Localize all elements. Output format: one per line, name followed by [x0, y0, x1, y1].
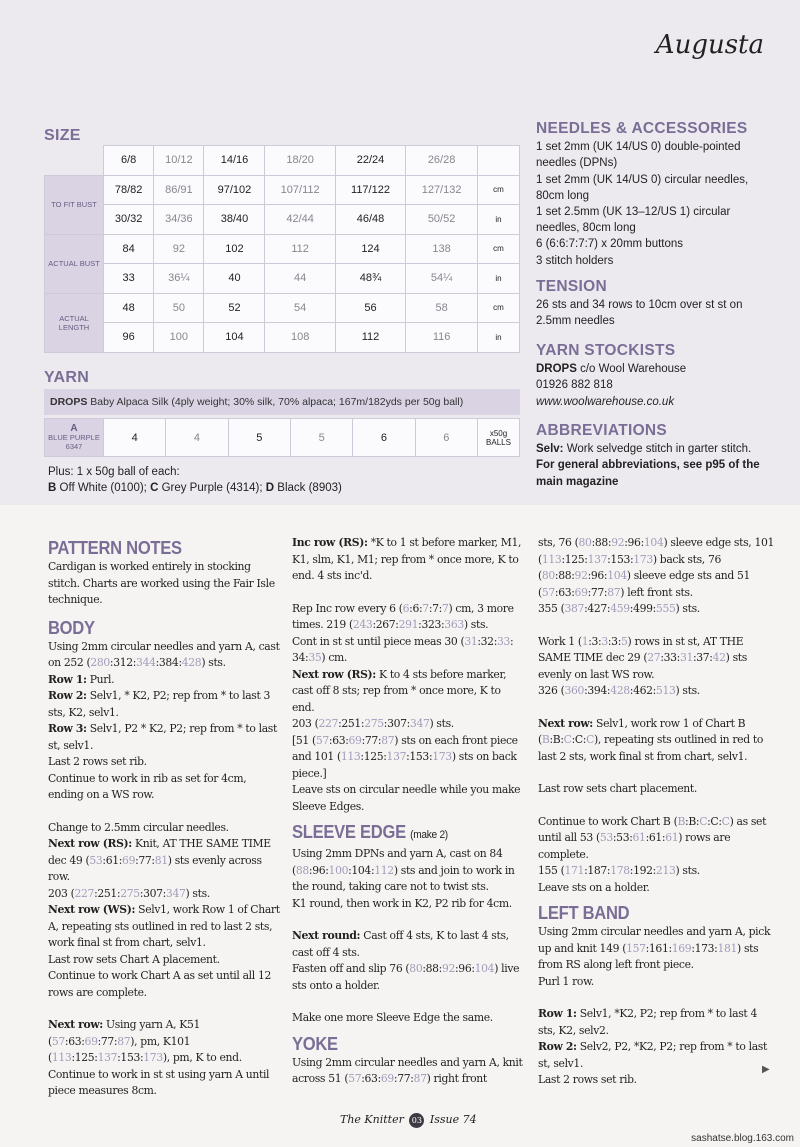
- colour-name: BLUE PURPLE: [48, 433, 100, 442]
- section-heading: PATTERN NOTES: [48, 538, 182, 558]
- table-cell: 48¾: [335, 264, 405, 294]
- yarn-brand: DROPS: [50, 396, 88, 408]
- unit-cell: cm: [478, 234, 520, 264]
- table-cell: 30/32: [104, 205, 154, 235]
- column-2: [292, 535, 526, 1088]
- paragraph: sts, 76 (80:88:92:96:104) sleeve edge sts, 101 (113:125:137:153:173) back sts, 76 (80:88:92:96:104) sleeve edge sts and 51 (57:63:69:77:87) left front sts. 355 (387:427:459:499:555) sts.: [538, 536, 775, 615]
- paragraph: Next row: Using yarn A, K51 (57:63:69:77:87), pm, K101 (113:125:137:153:173), pm, K to end. Continue to work in st st using yarn A until piece measures 8cm.: [48, 1018, 270, 1097]
- needle-item: 1 set 2.5mm (UK 13–12/US 1) circular needles, 80cm long: [536, 206, 731, 235]
- table-cell: 92: [154, 234, 204, 264]
- table-cell: 138: [406, 234, 478, 264]
- table-cell: 5: [290, 419, 352, 457]
- size-table: [44, 145, 520, 353]
- section-heading: LEFT BAND: [538, 903, 630, 923]
- column-1: [48, 535, 280, 1100]
- unit-cell: cm: [478, 293, 520, 323]
- table-cell: 6: [415, 419, 477, 457]
- table-cell: 86/91: [154, 175, 204, 205]
- row-label: ACTUAL LENGTH: [45, 293, 104, 352]
- paragraph: Make one more Sleeve Edge the same.: [292, 1011, 493, 1024]
- paragraph: Last row sets chart placement.: [538, 782, 697, 795]
- yarn-heading: YARN: [44, 369, 90, 386]
- table-cell: 50/52: [406, 205, 478, 235]
- section-heading: BODY: [48, 617, 95, 638]
- table-cell: 96: [104, 323, 154, 353]
- table-cell: 5: [228, 419, 290, 457]
- table-cell: 54¼: [406, 264, 478, 294]
- stockist-website[interactable]: www.woolwarehouse.co.uk: [536, 395, 675, 408]
- table-cell: 34/36: [154, 205, 204, 235]
- paragraph: Using 2mm DPNs and yarn A, cast on 84 (88:96:100:104:112) sts and join to work in the round, taking care not to twist sts. K1 round, then work in K2, P2 rib for 4cm.: [292, 847, 515, 910]
- continue-arrow-icon: ▶: [762, 1064, 770, 1075]
- paragraph: Using 2mm circular needles and yarn A, cast on 252 (280:312:344:384:428) sts. Row 1: Purl. Row 2: Selv1, * K2, P2; rep from * to last 3 sts, K2, selv1. Row 3: Selv1, P2 * K2, P2; rep from * to last st, selv1. Last 2 rows set rib. Continue to work in rib as set for 4cm, ending on a WS row.: [48, 639, 280, 801]
- table-cell: 36¼: [154, 264, 204, 294]
- table-cell: 56: [335, 293, 405, 323]
- table-cell: 107/112: [265, 175, 335, 205]
- needles-heading: NEEDLES & ACCESSORIES: [536, 120, 748, 137]
- colour-text: Black (8903): [274, 482, 342, 494]
- size-cell: 22/24: [335, 146, 405, 176]
- page-footer: [340, 1113, 477, 1128]
- paragraph: Work 1 (1:3:3:3:5) rows in st st, AT THE SAME TIME dec 29 (27:33:31:37:42) sts evenly on last WS row. 326 (360:394:428:462:513) sts.: [538, 634, 747, 697]
- paragraph: Rep Inc row every 6 (6:6:7:7:7) cm, 3 more times. 219 (243:267:291:323:363) sts. Cont in st st until piece meas 30 (31:32:33: 34:35) cm. Next row (RS): K to 4 sts before marker, cast off 8 sts; rep from * once more, K to end. 203 (227:251:275:307:347) sts. [51 (57:63:69:77:87) sts on each front piece and 101 (113:125:137:153:173) sts on back piece.] Leave sts on circular needle while you make Sleeve Edges.: [292, 601, 521, 813]
- needle-item: 1 set 2mm (UK 14/US 0) circular needles, 80cm long: [536, 173, 749, 202]
- colour-letter: C: [150, 482, 159, 494]
- size-cell: 10/12: [154, 146, 204, 176]
- stockist-name: c/o Wool Warehouse: [576, 363, 687, 376]
- row-label: TO FIT BUST: [45, 175, 104, 234]
- tension-heading: TENSION: [536, 278, 607, 295]
- table-cell: 116: [406, 323, 478, 353]
- table-cell: 38/40: [204, 205, 265, 235]
- size-cell: 18/20: [265, 146, 335, 176]
- unit-cell: in: [478, 205, 520, 235]
- unit-line: x50g: [489, 428, 508, 438]
- table-cell: 104: [204, 323, 265, 353]
- unit-cell: [478, 419, 520, 457]
- table-cell: 112: [265, 234, 335, 264]
- yarn-description: [44, 389, 520, 415]
- table-cell: 58: [406, 293, 478, 323]
- table-cell: 4: [104, 419, 166, 457]
- row-label: ACTUAL BUST: [45, 234, 104, 293]
- stockist-brand: DROPS: [536, 363, 577, 376]
- table-cell: 40: [204, 264, 265, 294]
- table-cell: 127/132: [406, 175, 478, 205]
- pattern-title: Augusta: [655, 30, 764, 60]
- table-cell: 112: [335, 323, 405, 353]
- table-cell: 48: [104, 293, 154, 323]
- unit-cell: in: [478, 323, 520, 353]
- table-cell: 102: [204, 234, 265, 264]
- yarn-desc: Baby Alpaca Silk (4ply weight; 30% silk, 70% alpaca; 167m/182yds per 50g ball): [87, 396, 464, 408]
- column-3: [538, 535, 774, 1089]
- extra-yarn: [48, 464, 342, 496]
- paragraph: Next row: Selv1, work row 1 of Chart B (B:B:C:C:C), repeating sts outlined in red to last 2 sts, work final st from chart, selv1.: [538, 716, 763, 763]
- table-cell: 54: [265, 293, 335, 323]
- stockists-heading: YARN STOCKISTS: [536, 342, 676, 359]
- table-cell: 97/102: [204, 175, 265, 205]
- colour-code: 6347: [65, 442, 83, 451]
- table-cell: 6: [353, 419, 415, 457]
- paragraph: Row 1: Selv1, *K2, P2; rep from * to last 4 sts, K2, selv2. Row 2: Selv2, P2, *K2, P2; rep from * to last st, selv1. Last 2 rows set rib.: [538, 1007, 767, 1086]
- table-cell: 42/44: [265, 205, 335, 235]
- colour-letter: A: [70, 423, 78, 434]
- colour-text: Off White (0100);: [56, 482, 151, 494]
- table-cell: 52: [204, 293, 265, 323]
- size-cell: 26/28: [406, 146, 478, 176]
- watermark-credit: sashatse.blog.163.com: [691, 1133, 794, 1144]
- paragraph: Change to 2.5mm circular needles. Next row (RS): Knit, AT THE SAME TIME dec 49 (53:61:69:77:81) sts evenly across row. 203 (227:251:275:307:347) sts. Next row (WS): Selv1, work Row 1 of Chart A, repeating sts outlined in red to last 2 sts, work final st from chart, selv1. Last row sets Chart A placement. Continue to work Chart A as set until all 12 rows are complete.: [48, 820, 280, 999]
- colour-letter: D: [265, 482, 275, 494]
- paragraph: Continue to work Chart B (B:B:C:C:C) as set until all 53 (53:53:61:61:61) rows are complete. 155 (171:187:178:192:213) sts. Leave sts on a holder.: [538, 814, 767, 894]
- table-cell: 108: [265, 323, 335, 353]
- unit-line: BALLS: [486, 437, 511, 447]
- paragraph: Using 2mm circular needles and yarn A, knit across 51 (57:63:69:77:87) right front: [292, 1055, 523, 1085]
- yarn-colour-label: [45, 419, 104, 457]
- paragraph: Cardigan is worked entirely in stocking stitch. Charts are worked using the Fair Isle technique.: [48, 560, 275, 606]
- colour-text: Grey Purple (4314);: [158, 482, 266, 494]
- table-cell: 33: [104, 264, 154, 294]
- magazine-name: The Knitter: [340, 1113, 404, 1126]
- stockist-phone: 01926 882 818: [536, 379, 613, 392]
- table-cell: 78/82: [104, 175, 154, 205]
- page-number-badge: 03: [409, 1113, 424, 1128]
- paragraph: Inc row (RS): *K to 1 st before marker, M1, K1, slm, K1, M1; rep from * once more, K to end. 4 sts inc'd.: [292, 536, 522, 582]
- paragraph: Next round: Cast off 4 sts, K to last 4 sts, cast off 4 sts. Fasten off and slip 76 (80:88:92:96:104) live sts onto a holder.: [292, 929, 520, 992]
- size-cell: 6/8: [104, 146, 154, 176]
- section-heading: YOKE: [292, 1033, 338, 1054]
- issue-number: Issue 74: [429, 1113, 477, 1126]
- paragraph: Using 2mm circular needles and yarn A, pick up and knit 149 (157:161:169:173:181) sts from RS along left front piece. Purl 1 row.: [538, 925, 771, 988]
- abbr-term: Selv:: [536, 443, 564, 456]
- abbr-text: Work selvedge stitch in garter stitch.: [563, 443, 752, 456]
- section-heading: SLEEVE EDGE (make 2): [292, 822, 448, 842]
- unit-cell: in: [478, 264, 520, 294]
- unit-cell: cm: [478, 175, 520, 205]
- table-cell: 44: [265, 264, 335, 294]
- yarn-table: [44, 418, 520, 457]
- colour-letter: B: [48, 482, 57, 494]
- needle-item: 3 stitch holders: [536, 254, 614, 267]
- abbr-general: For general abbreviations, see p95 of the main magazine: [536, 459, 760, 488]
- table-cell: 100: [154, 323, 204, 353]
- table-cell: 50: [154, 293, 204, 323]
- table-cell: 46/48: [335, 205, 405, 235]
- needle-item: 1 set 2mm (UK 14/US 0) double-pointed needles (DPNs): [536, 141, 741, 170]
- size-heading: SIZE: [44, 127, 81, 144]
- table-cell: 117/122: [335, 175, 405, 205]
- abbreviations-heading: ABBREVIATIONS: [536, 422, 668, 439]
- needle-item: 6 (6:6:7:7:7) x 20mm buttons: [536, 238, 684, 251]
- table-cell: 84: [104, 234, 154, 264]
- tension-text: 26 sts and 34 rows to 10cm over st st on 2.5mm needles: [536, 299, 743, 328]
- size-cell: 14/16: [204, 146, 265, 176]
- plus-line: Plus: 1 x 50g ball of each:: [48, 466, 180, 478]
- table-cell: 4: [166, 419, 228, 457]
- table-cell: 124: [335, 234, 405, 264]
